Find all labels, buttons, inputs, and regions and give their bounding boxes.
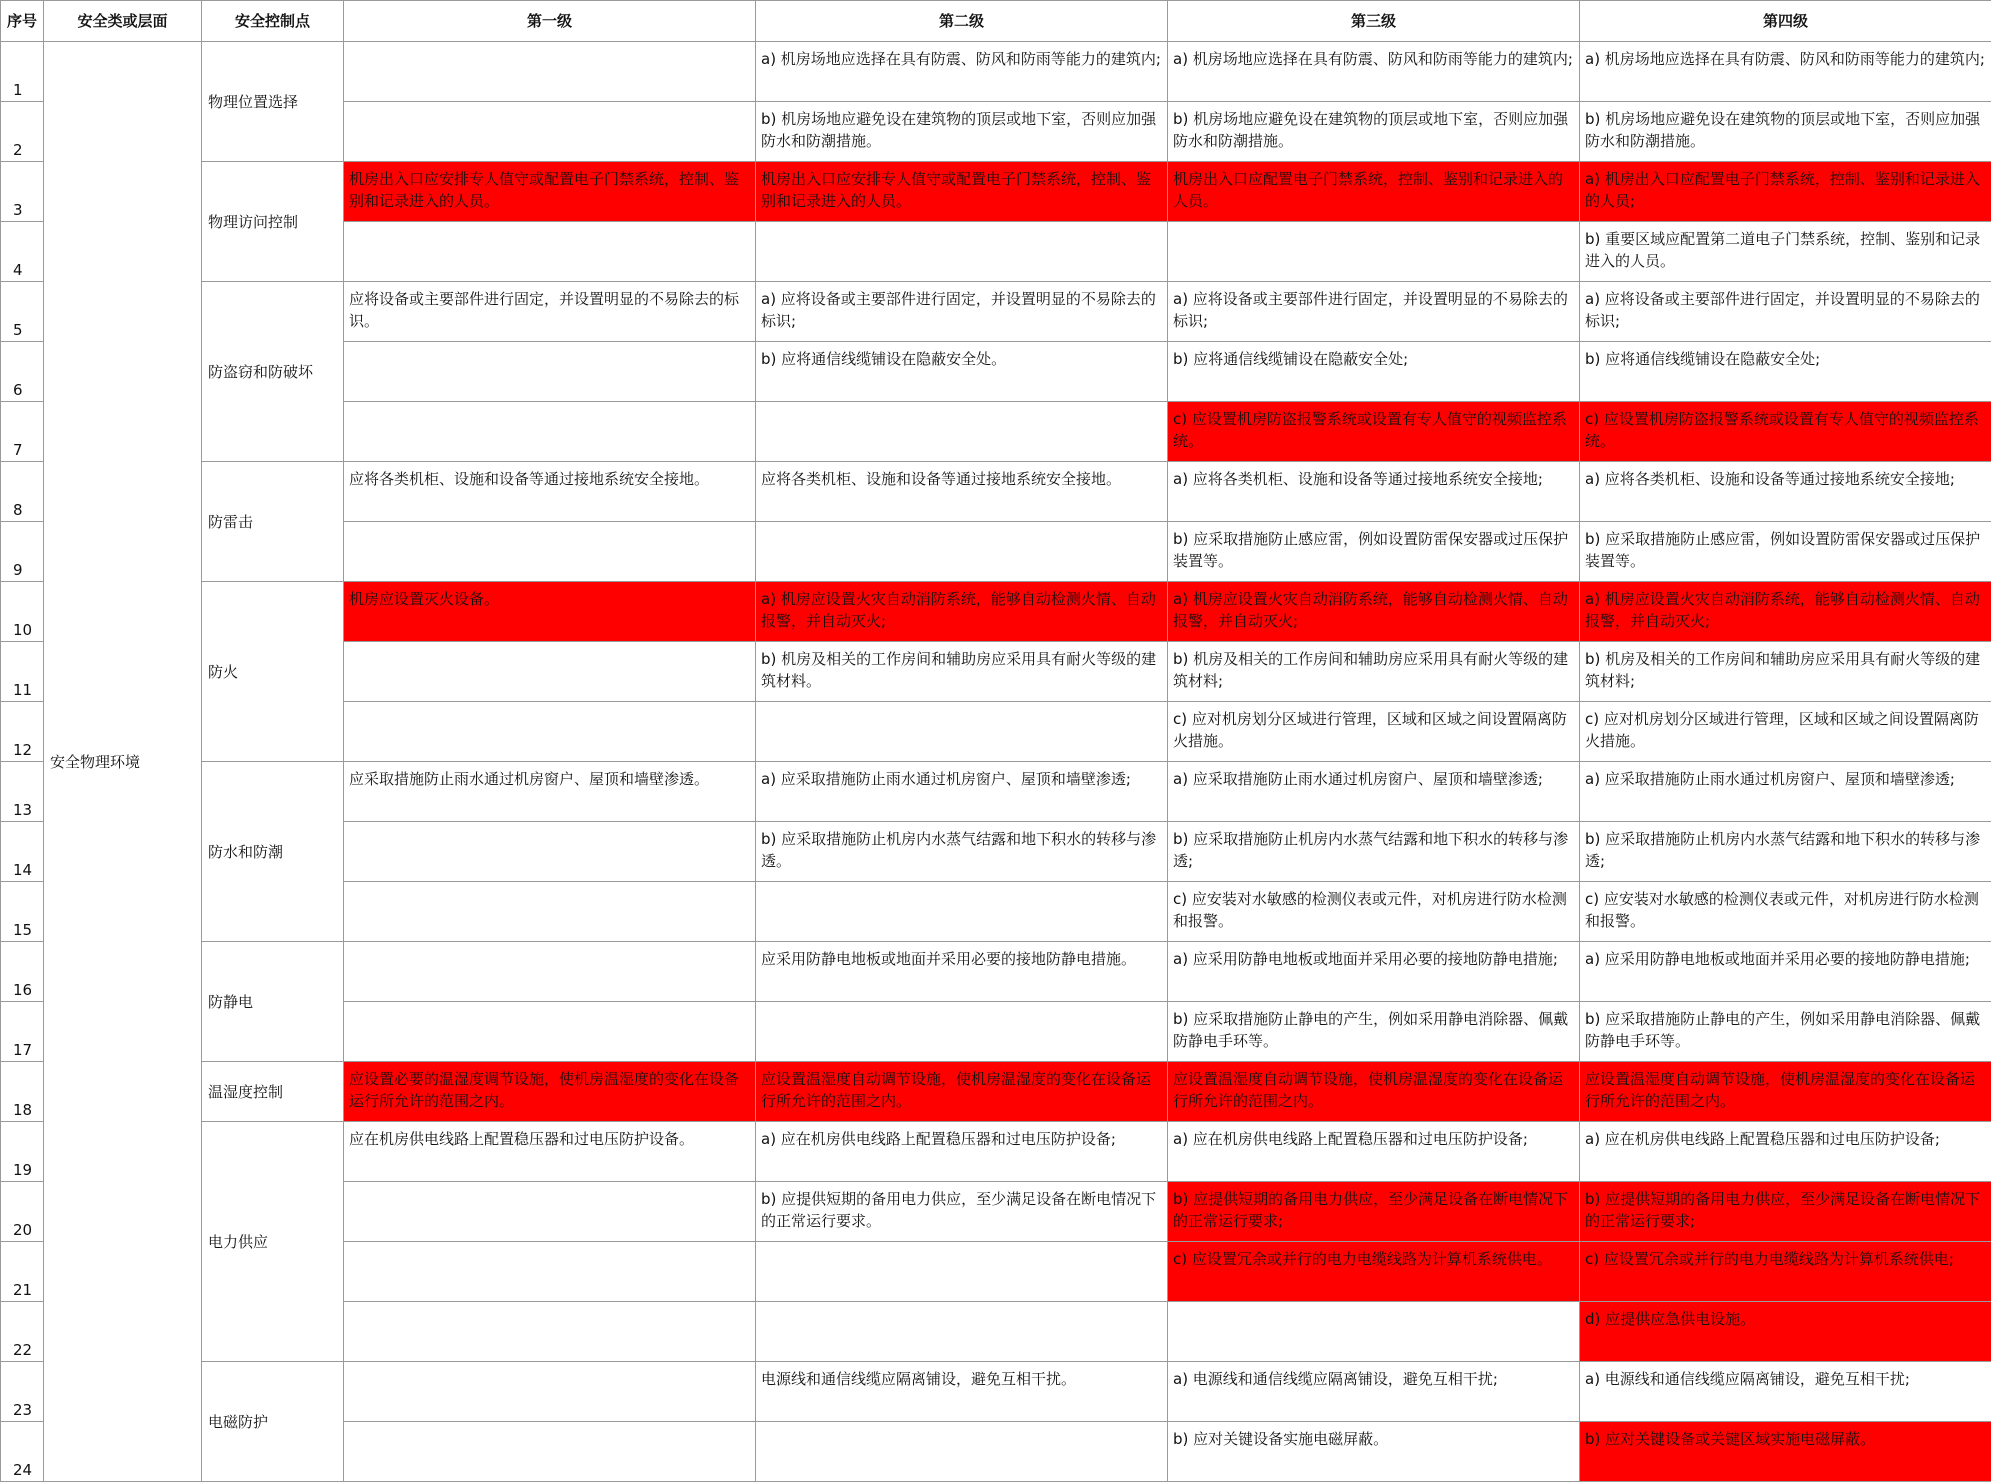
table-row	[1, 942, 1991, 1002]
row-number-cell[interactable]: 8	[1, 462, 44, 522]
level3-requirement-cell[interactable]: 应设置温湿度自动调节设施，使机房温湿度的变化在设备运行所允许的范围之内。	[1168, 1062, 1580, 1122]
row-number-cell[interactable]: 9	[1, 522, 44, 582]
header-control[interactable]: 安全控制点	[202, 1, 344, 42]
level3-requirement-cell[interactable]: c) 应安装对水敏感的检测仪表或元件，对机房进行防水检测和报警。	[1168, 882, 1580, 942]
row-number-cell[interactable]: 23	[1, 1362, 44, 1422]
level1-requirement-cell[interactable]	[344, 1002, 756, 1062]
header-no[interactable]: 序号	[1, 1, 44, 42]
level1-requirement-cell[interactable]	[344, 822, 756, 882]
row-number-cell[interactable]: 3	[1, 162, 44, 222]
level2-requirement-cell[interactable]: 电源线和通信线缆应隔离铺设，避免互相干扰。	[756, 1362, 1168, 1422]
level4-requirement-cell[interactable]: b) 重要区域应配置第二道电子门禁系统，控制、鉴别和记录进入的人员。	[1580, 222, 1991, 282]
level1-requirement-cell[interactable]	[344, 882, 756, 942]
level3-requirement-cell[interactable]: a) 应将各类机柜、设施和设备等通过接地系统安全接地;	[1168, 462, 1580, 522]
control-point-cell[interactable]: 防盗窃和防破坏	[202, 282, 344, 462]
level3-requirement-cell[interactable]: b) 应采取措施防止机房内水蒸气结露和地下积水的转移与渗透;	[1168, 822, 1580, 882]
level3-requirement-cell[interactable]: a) 应采用防静电地板或地面并采用必要的接地防静电措施;	[1168, 942, 1580, 1002]
row-number-cell[interactable]: 15	[1, 882, 44, 942]
level2-requirement-cell[interactable]: a) 应在机房供电线路上配置稳压器和过电压防护设备;	[756, 1122, 1168, 1182]
level3-requirement-cell[interactable]: c) 应设置冗余或并行的电力电缆线路为计算机系统供电。	[1168, 1242, 1580, 1302]
level4-requirement-cell[interactable]: b) 应采取措施防止机房内水蒸气结露和地下积水的转移与渗透;	[1580, 822, 1991, 882]
control-point-cell[interactable]: 物理位置选择	[202, 42, 344, 162]
level4-requirement-cell[interactable]: b) 机房场地应避免设在建筑物的顶层或地下室，否则应加强防水和防潮措施。	[1580, 102, 1991, 162]
level1-requirement-cell[interactable]	[344, 1302, 756, 1362]
table-row	[1, 282, 1991, 342]
level2-requirement-cell[interactable]: a) 机房应设置火灾自动消防系统，能够自动检测火情、自动报警，并自动灭火;	[756, 582, 1168, 642]
table-row	[1, 582, 1991, 642]
level2-requirement-cell[interactable]: a) 应将设备或主要部件进行固定，并设置明显的不易除去的标识;	[756, 282, 1168, 342]
level1-requirement-cell[interactable]: 机房出入口应安排专人值守或配置电子门禁系统，控制、鉴别和记录进入的人员。	[344, 162, 756, 222]
level2-requirement-cell[interactable]	[756, 1302, 1168, 1362]
header-level2[interactable]: 第二级	[756, 1, 1168, 42]
level3-requirement-cell[interactable]: a) 机房应设置火灾自动消防系统，能够自动检测火情、自动报警，并自动灭火;	[1168, 582, 1580, 642]
level4-requirement-cell[interactable]: b) 应将通信线缆铺设在隐蔽安全处;	[1580, 342, 1991, 402]
level3-requirement-cell[interactable]: a) 应采取措施防止雨水通过机房窗户、屋顶和墙壁渗透;	[1168, 762, 1580, 822]
level4-requirement-cell[interactable]: c) 应安装对水敏感的检测仪表或元件，对机房进行防水检测和报警。	[1580, 882, 1991, 942]
row-number-cell[interactable]: 21	[1, 1242, 44, 1302]
level4-requirement-cell[interactable]: c) 应对机房划分区域进行管理，区域和区域之间设置隔离防火措施。	[1580, 702, 1991, 762]
level3-requirement-cell[interactable]	[1168, 1302, 1580, 1362]
level3-requirement-cell[interactable]: c) 应设置机房防盗报警系统或设置有专人值守的视频监控系统。	[1168, 402, 1580, 462]
layer-cell[interactable]: 安全物理环境	[44, 42, 202, 1482]
row-number-cell[interactable]: 1	[1, 42, 44, 102]
level3-requirement-cell[interactable]: b) 机房及相关的工作房间和辅助房应采用具有耐火等级的建筑材料;	[1168, 642, 1580, 702]
level3-requirement-cell[interactable]: b) 机房场地应避免设在建筑物的顶层或地下室，否则应加强防水和防潮措施。	[1168, 102, 1580, 162]
level3-requirement-cell[interactable]: a) 电源线和通信线缆应隔离铺设，避免互相干扰;	[1168, 1362, 1580, 1422]
table-row	[1, 162, 1991, 222]
level2-requirement-cell[interactable]	[756, 882, 1168, 942]
level2-requirement-cell[interactable]	[756, 522, 1168, 582]
header-level1[interactable]: 第一级	[344, 1, 756, 42]
level4-requirement-cell[interactable]: a) 应将各类机柜、设施和设备等通过接地系统安全接地;	[1580, 462, 1991, 522]
level1-requirement-cell[interactable]	[344, 642, 756, 702]
level3-requirement-cell[interactable]	[1168, 222, 1580, 282]
row-number-cell[interactable]: 2	[1, 102, 44, 162]
control-point-cell[interactable]: 电磁防护	[202, 1362, 344, 1482]
level1-requirement-cell[interactable]	[344, 1362, 756, 1422]
level2-requirement-cell[interactable]: a) 应采取措施防止雨水通过机房窗户、屋顶和墙壁渗透;	[756, 762, 1168, 822]
level4-requirement-cell[interactable]: b) 应提供短期的备用电力供应，至少满足设备在断电情况下的正常运行要求;	[1580, 1182, 1991, 1242]
control-point-cell[interactable]: 防雷击	[202, 462, 344, 582]
row-number-cell[interactable]: 5	[1, 282, 44, 342]
row-number-cell[interactable]: 16	[1, 942, 44, 1002]
control-point-cell[interactable]: 温湿度控制	[202, 1062, 344, 1122]
level3-requirement-cell[interactable]: c) 应对机房划分区域进行管理，区域和区域之间设置隔离防火措施。	[1168, 702, 1580, 762]
level2-requirement-cell[interactable]: 机房出入口应安排专人值守或配置电子门禁系统，控制、鉴别和记录进入的人员。	[756, 162, 1168, 222]
level2-requirement-cell[interactable]: 应采用防静电地板或地面并采用必要的接地防静电措施。	[756, 942, 1168, 1002]
level4-requirement-cell[interactable]: b) 应对关键设备或关键区域实施电磁屏蔽。	[1580, 1422, 1991, 1482]
row-number-cell[interactable]: 11	[1, 642, 44, 702]
level1-requirement-cell[interactable]: 机房应设置灭火设备。	[344, 582, 756, 642]
level4-requirement-cell[interactable]: a) 机房出入口应配置电子门禁系统，控制、鉴别和记录进入的人员;	[1580, 162, 1991, 222]
level1-requirement-cell[interactable]: 应在机房供电线路上配置稳压器和过电压防护设备。	[344, 1122, 756, 1182]
level3-requirement-cell[interactable]: a) 应将设备或主要部件进行固定，并设置明显的不易除去的标识;	[1168, 282, 1580, 342]
level1-requirement-cell[interactable]: 应采取措施防止雨水通过机房窗户、屋顶和墙壁渗透。	[344, 762, 756, 822]
level2-requirement-cell[interactable]: 应设置温湿度自动调节设施，使机房温湿度的变化在设备运行所允许的范围之内。	[756, 1062, 1168, 1122]
level1-requirement-cell[interactable]	[344, 702, 756, 762]
level1-requirement-cell[interactable]	[344, 222, 756, 282]
level3-requirement-cell[interactable]: a) 机房场地应选择在具有防震、防风和防雨等能力的建筑内;	[1168, 42, 1580, 102]
level2-requirement-cell[interactable]: b) 机房场地应避免设在建筑物的顶层或地下室，否则应加强防水和防潮措施。	[756, 102, 1168, 162]
table-row	[1, 1062, 1991, 1122]
level4-requirement-cell[interactable]: b) 机房及相关的工作房间和辅助房应采用具有耐火等级的建筑材料;	[1580, 642, 1991, 702]
level4-requirement-cell[interactable]: a) 应在机房供电线路上配置稳压器和过电压防护设备;	[1580, 1122, 1991, 1182]
row-number-cell[interactable]: 10	[1, 582, 44, 642]
row-number-cell[interactable]: 17	[1, 1002, 44, 1062]
level2-requirement-cell[interactable]: b) 机房及相关的工作房间和辅助房应采用具有耐火等级的建筑材料。	[756, 642, 1168, 702]
level4-requirement-cell[interactable]: a) 机房场地应选择在具有防震、防风和防雨等能力的建筑内;	[1580, 42, 1991, 102]
row-number-cell[interactable]: 13	[1, 762, 44, 822]
level1-requirement-cell[interactable]	[344, 1422, 756, 1482]
table-row	[1, 762, 1991, 822]
table-body	[1, 42, 1991, 1482]
level3-requirement-cell[interactable]: b) 应提供短期的备用电力供应，至少满足设备在断电情况下的正常运行要求;	[1168, 1182, 1580, 1242]
level4-requirement-cell[interactable]: a) 机房应设置火灾自动消防系统，能够自动检测火情、自动报警，并自动灭火;	[1580, 582, 1991, 642]
level2-requirement-cell[interactable]	[756, 1242, 1168, 1302]
level4-requirement-cell[interactable]: 应设置温湿度自动调节设施，使机房温湿度的变化在设备运行所允许的范围之内。	[1580, 1062, 1991, 1122]
header-level4[interactable]: 第四级	[1580, 1, 1991, 42]
level2-requirement-cell[interactable]: b) 应采取措施防止机房内水蒸气结露和地下积水的转移与渗透。	[756, 822, 1168, 882]
level1-requirement-cell[interactable]	[344, 522, 756, 582]
row-number-cell[interactable]: 22	[1, 1302, 44, 1362]
level4-requirement-cell[interactable]: a) 应采取措施防止雨水通过机房窗户、屋顶和墙壁渗透;	[1580, 762, 1991, 822]
level1-requirement-cell[interactable]	[344, 1242, 756, 1302]
row-number-cell[interactable]: 4	[1, 222, 44, 282]
level4-requirement-cell[interactable]: a) 电源线和通信线缆应隔离铺设，避免互相干扰;	[1580, 1362, 1991, 1422]
row-number-cell[interactable]: 14	[1, 822, 44, 882]
header-layer[interactable]: 安全类或层面	[44, 1, 202, 42]
control-point-cell[interactable]: 防静电	[202, 942, 344, 1062]
level1-requirement-cell[interactable]	[344, 342, 756, 402]
level1-requirement-cell[interactable]	[344, 1182, 756, 1242]
level2-requirement-cell[interactable]: a) 机房场地应选择在具有防震、防风和防雨等能力的建筑内;	[756, 42, 1168, 102]
table-row	[1, 462, 1991, 522]
level4-requirement-cell[interactable]: b) 应采取措施防止感应雷，例如设置防雷保安器或过压保护装置等。	[1580, 522, 1991, 582]
level3-requirement-cell[interactable]: b) 应采取措施防止静电的产生，例如采用静电消除器、佩戴防静电手环等。	[1168, 1002, 1580, 1062]
level1-requirement-cell[interactable]	[344, 102, 756, 162]
row-number-cell[interactable]: 24	[1, 1422, 44, 1482]
level2-requirement-cell[interactable]	[756, 402, 1168, 462]
control-point-cell[interactable]: 防火	[202, 582, 344, 762]
control-point-cell[interactable]: 防水和防潮	[202, 762, 344, 942]
level4-requirement-cell[interactable]: a) 应采用防静电地板或地面并采用必要的接地防静电措施;	[1580, 942, 1991, 1002]
level1-requirement-cell[interactable]	[344, 942, 756, 1002]
row-number-cell[interactable]: 20	[1, 1182, 44, 1242]
level2-requirement-cell[interactable]: 应将各类机柜、设施和设备等通过接地系统安全接地。	[756, 462, 1168, 522]
level1-requirement-cell[interactable]: 应将各类机柜、设施和设备等通过接地系统安全接地。	[344, 462, 756, 522]
level4-requirement-cell[interactable]: d) 应提供应急供电设施。	[1580, 1302, 1991, 1362]
control-point-cell[interactable]: 物理访问控制	[202, 162, 344, 282]
table-row	[1, 42, 1991, 102]
row-number-cell[interactable]: 7	[1, 402, 44, 462]
row-number-cell[interactable]: 18	[1, 1062, 44, 1122]
header-level3[interactable]: 第三级	[1168, 1, 1580, 42]
level2-requirement-cell[interactable]	[756, 702, 1168, 762]
table-row	[1, 1122, 1991, 1182]
level3-requirement-cell[interactable]: 机房出入口应配置电子门禁系统，控制、鉴别和记录进入的人员。	[1168, 162, 1580, 222]
level2-requirement-cell[interactable]	[756, 1422, 1168, 1482]
row-number-cell[interactable]: 19	[1, 1122, 44, 1182]
level2-requirement-cell[interactable]: b) 应将通信线缆铺设在隐蔽安全处。	[756, 342, 1168, 402]
level2-requirement-cell[interactable]	[756, 222, 1168, 282]
level4-requirement-cell[interactable]: a) 应将设备或主要部件进行固定，并设置明显的不易除去的标识;	[1580, 282, 1991, 342]
level2-requirement-cell[interactable]	[756, 1002, 1168, 1062]
header-row	[1, 1, 1991, 42]
level3-requirement-cell[interactable]: b) 应采取措施防止感应雷，例如设置防雷保安器或过压保护装置等。	[1168, 522, 1580, 582]
level4-requirement-cell[interactable]: b) 应采取措施防止静电的产生，例如采用静电消除器、佩戴防静电手环等。	[1580, 1002, 1991, 1062]
level4-requirement-cell[interactable]: c) 应设置冗余或并行的电力电缆线路为计算机系统供电;	[1580, 1242, 1991, 1302]
table-row	[1, 1362, 1991, 1422]
level3-requirement-cell[interactable]: b) 应对关键设备实施电磁屏蔽。	[1168, 1422, 1580, 1482]
row-number-cell[interactable]: 6	[1, 342, 44, 402]
level1-requirement-cell[interactable]: 应设置必要的温湿度调节设施，使机房温湿度的变化在设备运行所允许的范围之内。	[344, 1062, 756, 1122]
level1-requirement-cell[interactable]: 应将设备或主要部件进行固定，并设置明显的不易除去的标识。	[344, 282, 756, 342]
level3-requirement-cell[interactable]: b) 应将通信线缆铺设在隐蔽安全处;	[1168, 342, 1580, 402]
level2-requirement-cell[interactable]: b) 应提供短期的备用电力供应，至少满足设备在断电情况下的正常运行要求。	[756, 1182, 1168, 1242]
control-point-cell[interactable]: 电力供应	[202, 1122, 344, 1362]
level1-requirement-cell[interactable]	[344, 42, 756, 102]
level3-requirement-cell[interactable]: a) 应在机房供电线路上配置稳压器和过电压防护设备;	[1168, 1122, 1580, 1182]
level1-requirement-cell[interactable]	[344, 402, 756, 462]
level4-requirement-cell[interactable]: c) 应设置机房防盗报警系统或设置有专人值守的视频监控系统。	[1580, 402, 1991, 462]
row-number-cell[interactable]: 12	[1, 702, 44, 762]
